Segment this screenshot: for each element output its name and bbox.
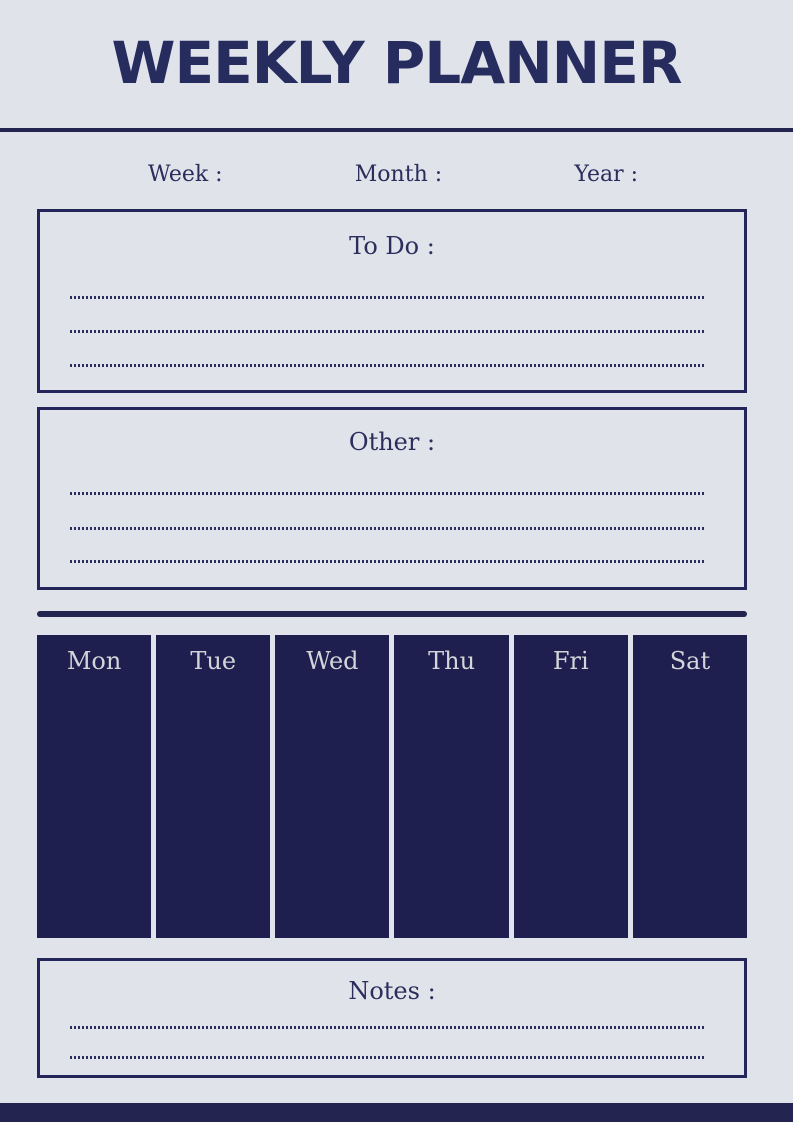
day-label: Mon <box>66 647 122 675</box>
other-box-title: Other : <box>348 428 436 456</box>
header-rule <box>0 128 793 132</box>
dotted-line <box>70 527 704 530</box>
month-label: Month : <box>354 161 443 187</box>
dotted-line <box>70 296 704 299</box>
day-column-tue <box>156 635 270 938</box>
todo-box <box>37 209 747 393</box>
dotted-line <box>70 1056 704 1059</box>
day-column-fri <box>514 635 628 938</box>
dotted-line <box>70 1026 704 1029</box>
day-column-thu <box>394 635 508 938</box>
year-label: Year : <box>574 161 638 187</box>
dotted-line <box>70 560 704 563</box>
dotted-line <box>70 492 704 495</box>
todo-box-title: To Do : <box>349 232 435 260</box>
notes-box-title: Notes : <box>348 977 436 1005</box>
day-label: Tue <box>190 647 237 675</box>
day-column-wed <box>275 635 389 938</box>
week-label: Week : <box>148 161 223 187</box>
dotted-line <box>70 330 704 333</box>
day-label: Fri <box>552 647 589 675</box>
notes-box <box>37 958 747 1078</box>
day-label: Sat <box>669 647 711 675</box>
section-divider <box>37 611 747 617</box>
day-column-mon <box>37 635 151 938</box>
page-title: WEEKLY PLANNER <box>111 29 682 97</box>
other-box <box>37 407 747 590</box>
day-label: Thu <box>428 647 476 675</box>
day-label: Wed <box>306 647 359 675</box>
footer-bar <box>0 1103 793 1122</box>
day-column-sat <box>633 635 747 938</box>
meta-row <box>148 158 638 190</box>
dotted-line <box>70 364 704 367</box>
day-columns <box>37 635 747 938</box>
